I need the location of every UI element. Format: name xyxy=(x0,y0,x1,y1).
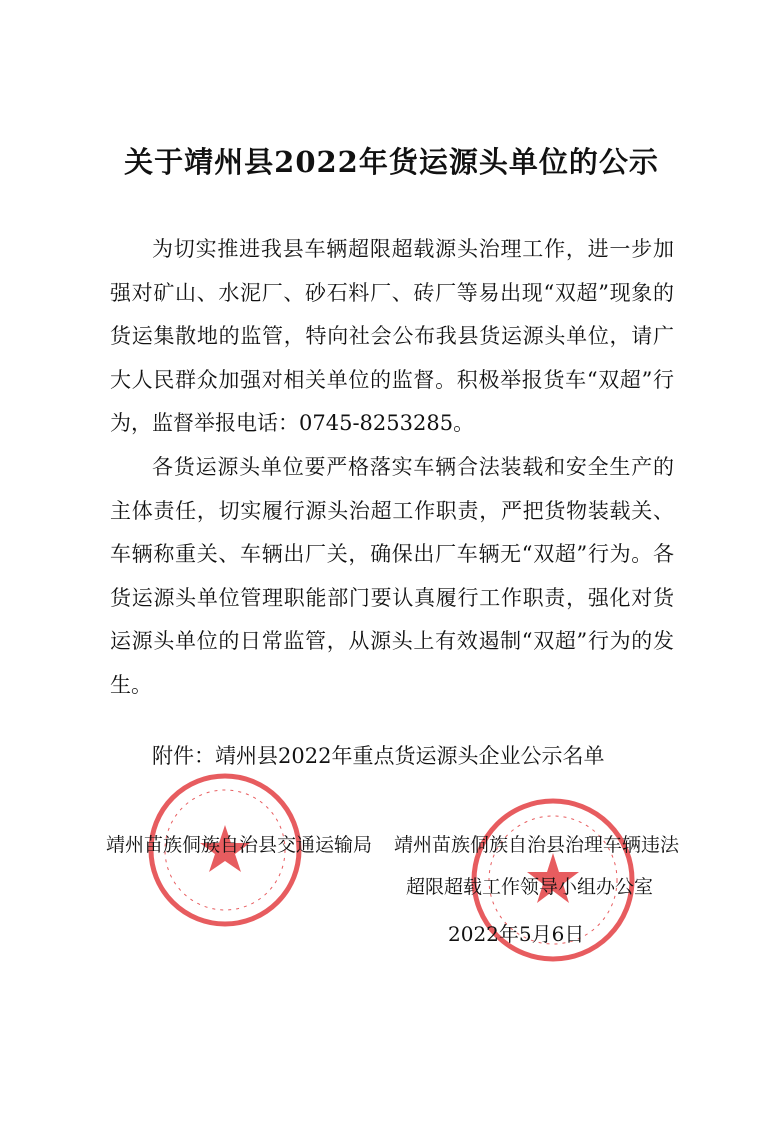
signature-right-line-1: 靖州苗族侗族自治县治理车辆违法 xyxy=(394,834,680,856)
paragraph-2: 各货运源头单位要严格落实车辆合法装载和安全生产的主体责任，切实履行源头治超工作职责，严把货物装载关、车辆称重关、车辆出厂关，确保出厂车辆无“双超”行为。各货运源头单位管理职能部门要认真履行工作职责，强化对货运源头单位的日常监管，从源头上有效遏制“双超”行为的发生。 xyxy=(110,455,674,697)
paragraph-1: 为切实推进我县车辆超限超载源头治理工作，进一步加强对矿山、水泥厂、砂石料厂、砖厂等易出现“双超”现象的货运集散地的监管，特向社会公布我县货运源头单位，请广大人民群众加强对相关单位的监督。积极举报货车“双超”行为，监督举报电话：0745-8253285。 xyxy=(110,237,674,435)
signature-left: 靖州苗族侗族自治县交通运输局 xyxy=(106,834,373,856)
document-title: 关于靖州县2022年货运源头单位的公示 xyxy=(124,145,659,179)
attachment-line: 附件：靖州县2022年重点货运源头企业公示名单 xyxy=(152,744,605,768)
signature-right-line-2: 超限超载工作领导小组办公室 xyxy=(406,876,654,898)
document-date: 2022年5月6日 xyxy=(448,922,585,946)
